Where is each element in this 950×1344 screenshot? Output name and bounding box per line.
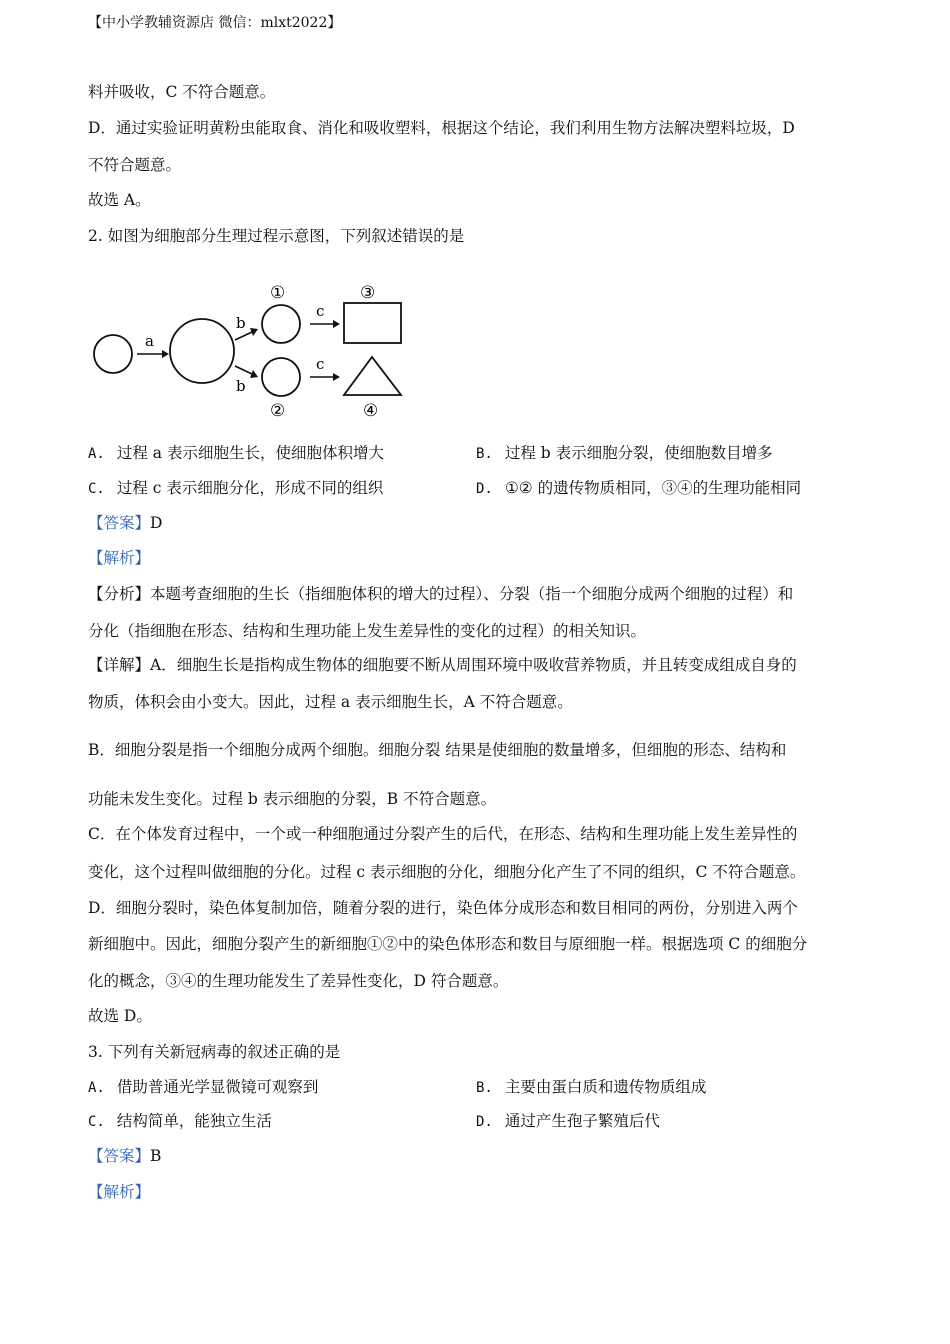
previous-text-line: D．通过实验证明黄粉虫能取食、消化和吸收塑料，根据这个结论，我们利用生物方法解决塑料垃圾，D: [88, 119, 795, 137]
option-d: [476, 478, 801, 499]
answer-tag: 【答案】: [88, 1147, 151, 1165]
tissue-rectangle: [344, 303, 401, 343]
option-c: [88, 478, 383, 499]
previous-text-line: 不符合题意。: [88, 156, 182, 174]
option-b: [476, 443, 773, 464]
option-label: C.: [88, 481, 105, 497]
explanation-text: 物质，体积会由小变大。因此，过程 a 表示细胞生长，A 不符合题意。: [88, 693, 573, 711]
explanation-text: 化的概念，③④的生理功能发生了差异性变化，D 符合题意。: [88, 972, 509, 990]
option-c: [88, 1111, 272, 1132]
analysis-text: 【分析】本题考查细胞的生长（指细胞体积的增大的过程）、分裂（指一个细胞分成两个细胞的过程）和: [88, 585, 794, 603]
arrow-c-bottom-head: [333, 373, 340, 381]
parent-cell: [94, 335, 132, 373]
answer-line: [88, 513, 162, 533]
option-text: 过程 c 表示细胞分化，形成不同的组织: [116, 479, 384, 497]
option-label: A.: [88, 1080, 105, 1096]
cell-process-diagram: [88, 278, 418, 423]
explanation-text: 变化，这个过程叫做细胞的分化。过程 c 表示细胞的分化，细胞分化产生了不同的组织，C 不符合题意。: [88, 863, 806, 881]
option-label: D.: [476, 481, 493, 497]
analysis-tag: 【解析】: [88, 549, 151, 567]
answer-line: [88, 1146, 161, 1166]
answer-value: B: [150, 1147, 162, 1165]
option-text: 通过产生孢子繁殖后代: [504, 1112, 660, 1130]
tissue-triangle: [344, 357, 401, 395]
option-text: 过程 a 表示细胞生长，使细胞体积增大: [116, 444, 384, 462]
arrow-b-bottom-label: b: [236, 377, 246, 395]
previous-conclusion: 故选 A。: [88, 191, 151, 209]
option-text: 借助普通光学显微镜可观察到: [116, 1078, 319, 1096]
option-a: [88, 443, 384, 464]
grown-cell: [170, 319, 234, 383]
option-a: [88, 1077, 318, 1098]
analysis-text: 分化（指细胞在形态、结构和生理功能上发生差异性的变化的过程）的相关知识。: [88, 622, 647, 640]
option-label: C.: [88, 1114, 105, 1130]
option-text: 过程 b 表示细胞分裂，使细胞数目增多: [504, 444, 773, 462]
option-b: [476, 1077, 706, 1098]
arrow-b-top: [235, 332, 252, 340]
question-3-stem: 3. 下列有关新冠病毒的叙述正确的是: [88, 1043, 341, 1061]
arrow-c-top-label: c: [316, 302, 325, 320]
question-2-stem: 2. 如图为细胞部分生理过程示意图，下列叙述错误的是: [88, 227, 465, 245]
option-label: B.: [476, 1080, 493, 1096]
answer-value: D: [150, 514, 163, 532]
question-2-conclusion: 故选 D。: [88, 1007, 152, 1025]
option-label: D.: [476, 1114, 493, 1130]
arrow-a-head: [162, 350, 169, 358]
arrow-c-bottom-label: c: [316, 355, 325, 373]
explanation-text: B．细胞分裂是指一个细胞分成两个细胞。细胞分裂 结果是使细胞的数量增多，但细胞的形态、结构和: [88, 741, 787, 759]
arrow-a-label: a: [145, 332, 154, 350]
label-3: ③: [360, 283, 376, 303]
explanation-text: D．细胞分裂时，染色体复制加倍，随着分裂的进行，染色体分成形态和数目相同的两份，分别进入两个: [88, 899, 798, 917]
analysis-tag: 【解析】: [88, 1183, 151, 1201]
explanation-text: 功能未发生变化。过程 b 表示细胞的分裂，B 不符合题意。: [88, 790, 497, 808]
previous-text-line: 料并吸收，C 不符合题意。: [88, 83, 276, 101]
explanation-text: C．在个体发育过程中，一个或一种细胞通过分裂产生的后代，在形态、结构和生理功能上发生差异性的: [88, 825, 798, 843]
option-label: A.: [88, 446, 105, 462]
answer-tag: 【答案】: [88, 514, 151, 532]
arrow-b-bottom: [235, 366, 252, 374]
option-text: 主要由蛋白质和遗传物质组成: [504, 1078, 707, 1096]
explanation-text: 【详解】A．细胞生长是指构成生物体的细胞要不断从周围环境中吸收营养物质，并且转变成组成自身的: [88, 656, 797, 674]
explanation-text: 新细胞中。因此，细胞分裂产生的新细胞①②中的染色体形态和数目与原细胞一样。根据选项 C 的细胞分: [88, 935, 808, 953]
label-4: ④: [363, 401, 379, 421]
page-header: 【中小学教辅资源店 微信：mlxt2022】: [88, 15, 342, 31]
arrow-b-top-label: b: [236, 314, 246, 332]
daughter-cell-1: [262, 305, 300, 343]
option-text: ①② 的遗传物质相同，③④的生理功能相同: [504, 479, 802, 497]
daughter-cell-2: [262, 358, 300, 396]
option-d: [476, 1111, 660, 1132]
label-2: ②: [270, 401, 286, 421]
option-text: 结构简单，能独立生活: [116, 1112, 272, 1130]
arrow-c-top-head: [333, 320, 340, 328]
label-1: ①: [270, 283, 286, 303]
option-label: B.: [476, 446, 493, 462]
